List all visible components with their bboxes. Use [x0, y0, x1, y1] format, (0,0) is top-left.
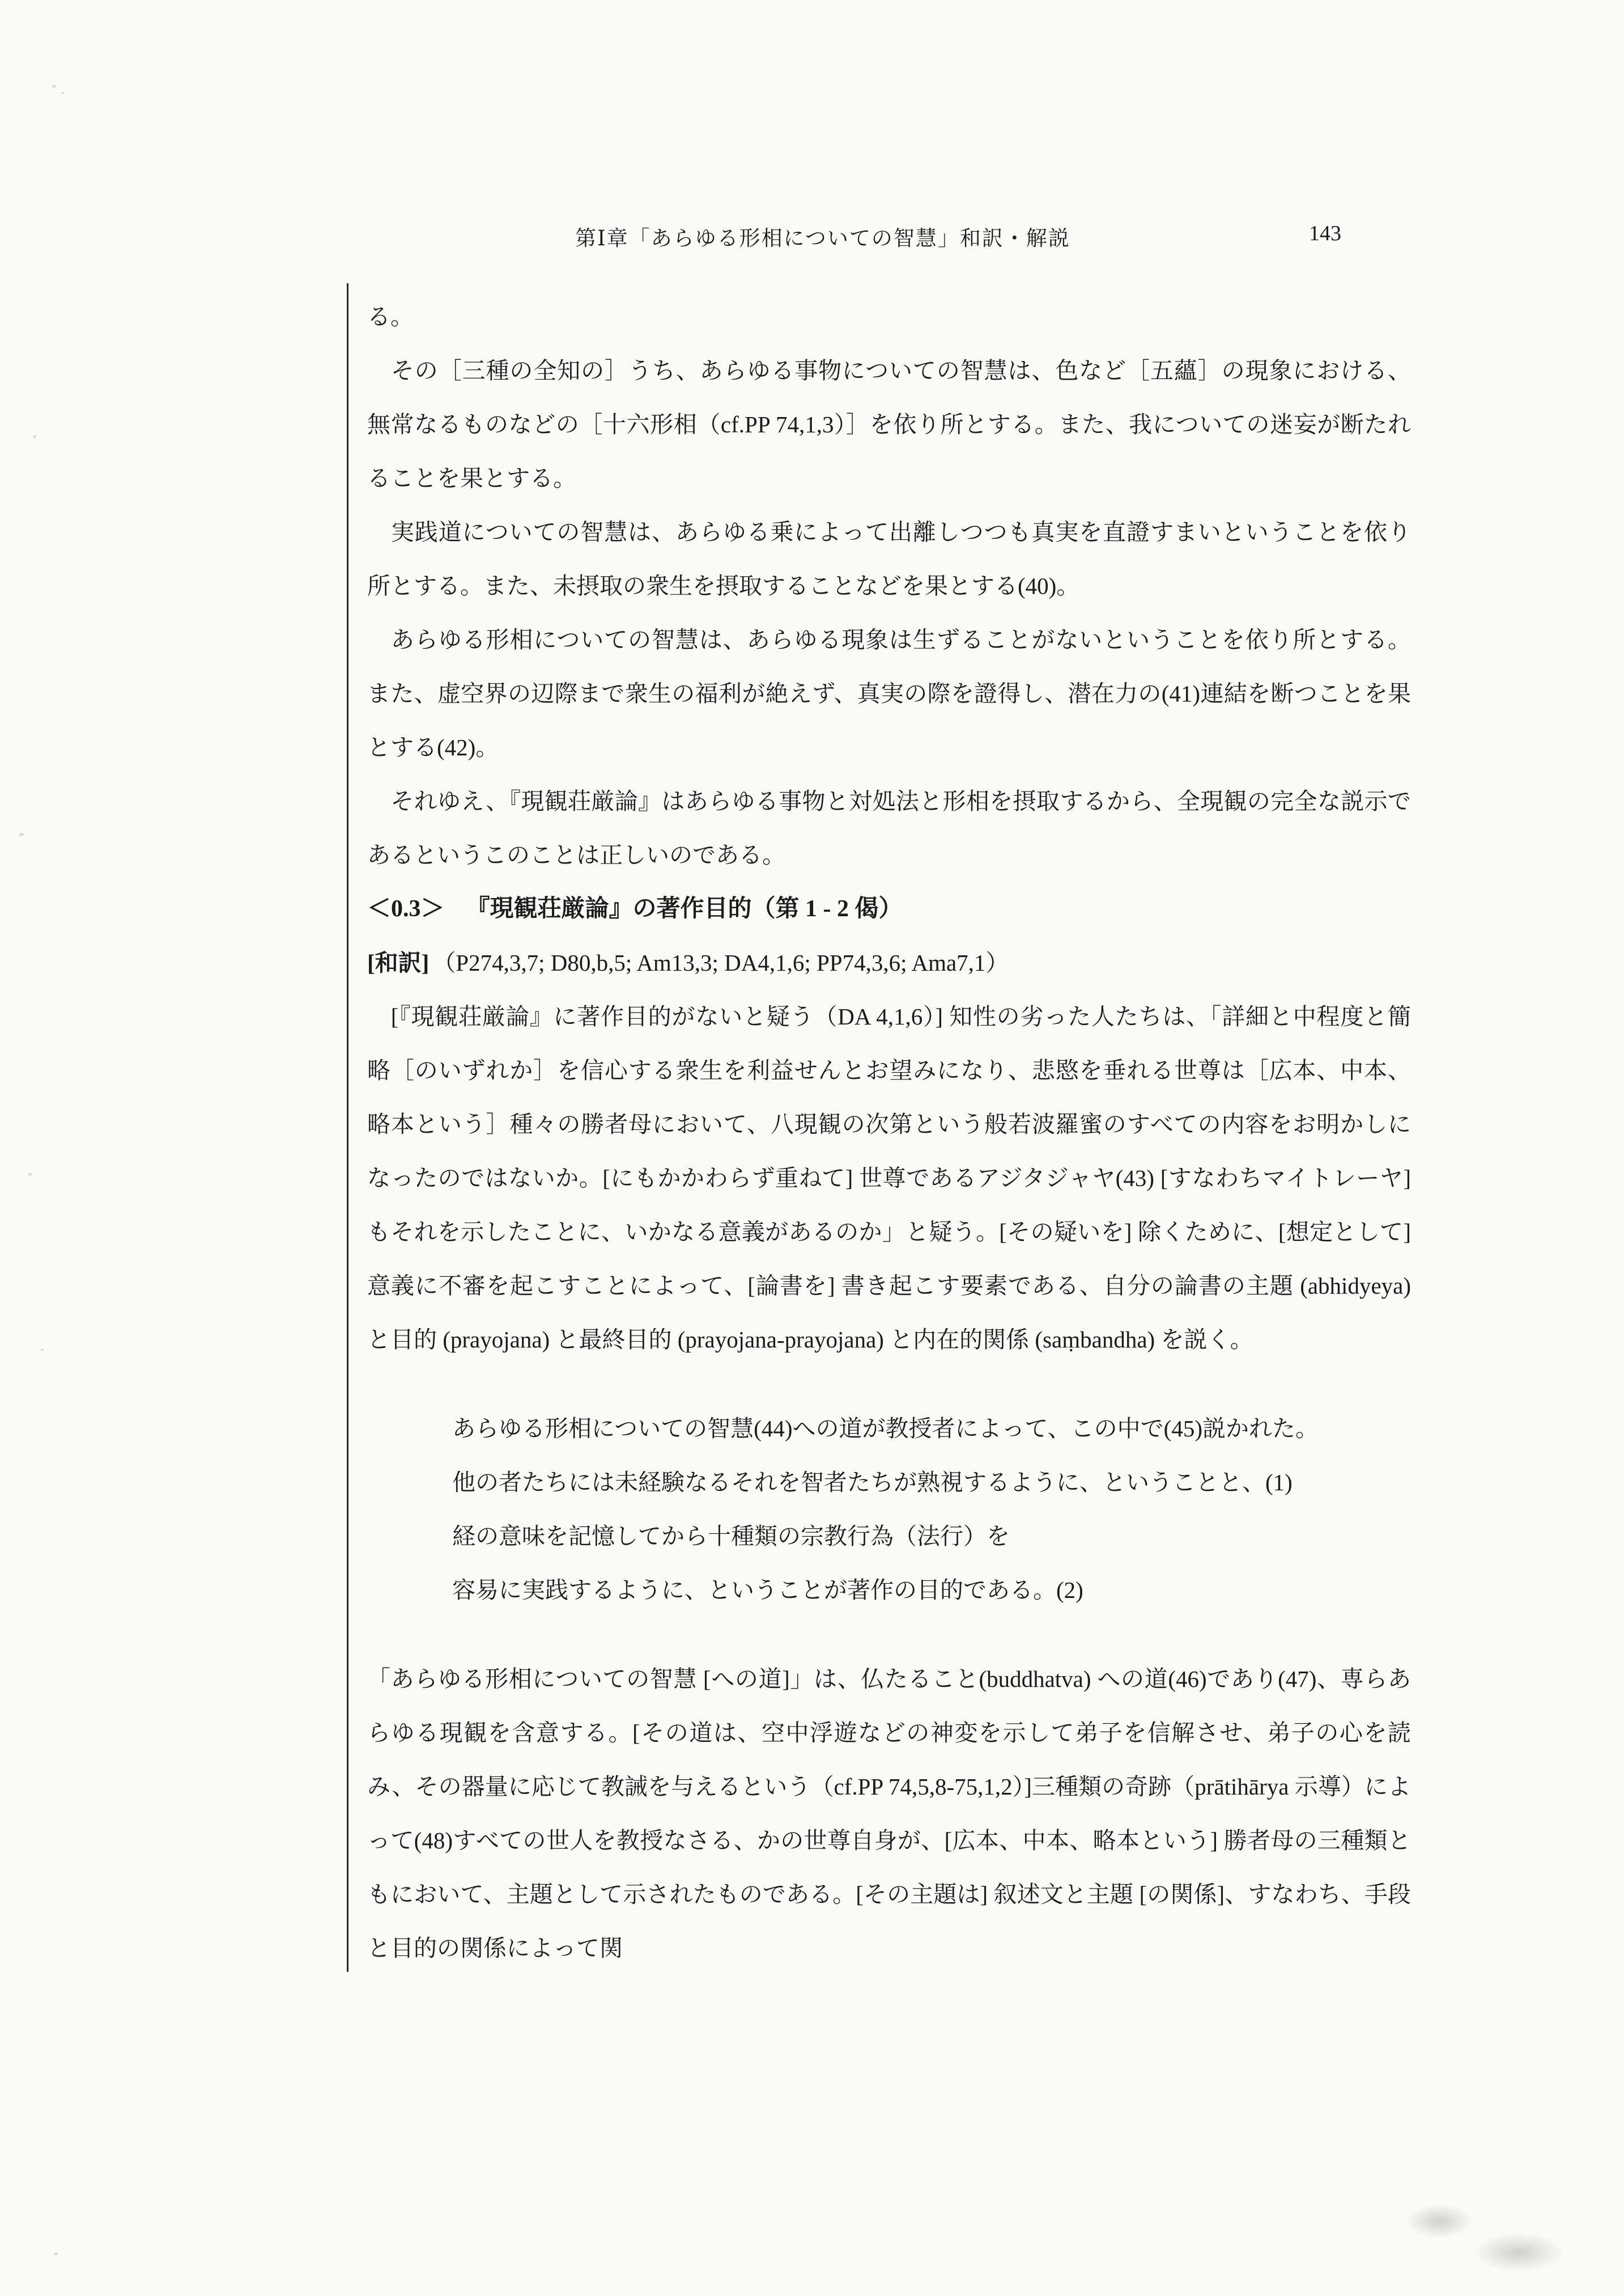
paragraph: あらゆる形相についての智慧は、あらゆる現象は生ずることがないということを依り所とする。また、虚空界の辺際まで衆生の福利が絶えず、真実の際を證得し、潜在力の(41)連結を断つことを果とする(42)。 — [367, 627, 1411, 760]
section-heading — [367, 882, 1411, 936]
page-header — [0, 221, 1624, 249]
page-number: 143 — [1309, 222, 1341, 245]
scan-artifact — [52, 85, 56, 88]
scan-artifact — [33, 435, 36, 438]
section-number: ＜0.3＞ — [367, 896, 445, 922]
body-text — [367, 290, 1411, 1975]
scan-artifact — [19, 833, 24, 836]
translation-references: （P274,3,7; D80,b,5; Am13,3; DA4,1,6; PP74,3,6; Ama7,1） — [432, 950, 1009, 976]
verse-line: 経の意味を記憶してから十種類の宗教行為（法行）を — [452, 1523, 1010, 1549]
verse-block — [452, 1402, 1411, 1617]
paragraph: その［三種の全知の］うち、あらゆる事物についての智慧は、色など［五蘊］の現象における、無常なるものなどの［十六形相（cf.PP 74,1,3）］を依り所とする。また、我についての迷妄が断たれることを果とする。 — [367, 358, 1411, 491]
translation-label: [和訳] — [367, 950, 430, 976]
scan-artifact — [1473, 2233, 1564, 2272]
verse-line: 他の者たちには未経験なるそれを智者たちが熟視するように、ということと、(1) — [452, 1469, 1293, 1495]
verse-line: あらゆる形相についての智慧(44)への道が教授者によって、この中で(45)説かれた。 — [452, 1415, 1319, 1442]
scan-artifact — [1405, 2204, 1473, 2238]
scan-artifact — [41, 1349, 44, 1351]
paragraph: る。 — [367, 304, 414, 330]
translation-source-line — [367, 936, 1411, 990]
scan-artifact — [54, 2252, 58, 2255]
scan-artifact — [61, 92, 64, 94]
verse-line: 容易に実践するように、ということが著作の目的である。(2) — [452, 1577, 1083, 1603]
paragraph: 「あらゆる形相についての智慧 [への道]」は、仏たること(buddhatva) への道(46)であり(47)、専らあらゆる現観を含意する。[その道は、空中浮遊などの神変を示して弟子を信解させ、弟子の心を読み、その器量に応じて教誡を与えるという（cf.PP 74,5,8-75,1,2）]三種類の奇跡（prātihārya 示導）によって(48)すべての世人を教授なさる、かの世尊自身が、[広本、中本、略本という] 勝者母の三種類ともにおいて、主題として示されたものである。[その主題は] 叙述文と主題 [の関係]、すなわち、手段と目的の関係によって関 — [367, 1666, 1411, 1961]
paragraph: [『現観荘厳論』に著作目的がないと疑う（DA 4,1,6）] 知性の劣った人たちは、「詳細と中程度と簡略［のいずれか］を信心する衆生を利益せんとお望みになり、悲愍を垂れる世尊は［広本、中本、略本という］種々の勝者母において、八現観の次第という般若波羅蜜のすべての内容をお明かしになったのではないか。[にもかかわらず重ねて] 世尊であるアジタジャヤ(43) [すなわちマイトレーヤ] もそれを示したことに、いかなる意義があるのか」と疑う。[その疑いを] 除くために、[想定として] 意義に不審を起こすことによって、[論書を] 書き起こす要素である、自分の論書の主題 (abhidyeya) と目的 (prayojana) と最終目的 (prayojana-prayojana) と内在的関係 (saṃbandha) を説く。 — [367, 1004, 1411, 1353]
section-title: 『現観荘厳論』の著作目的（第 1 - 2 偈） — [466, 896, 903, 922]
paragraph: それゆえ、『現観荘厳論』はあらゆる事物と対処法と形相を摂取するから、全現観の完全な説示であるというこのことは正しいのである。 — [367, 788, 1411, 868]
text-block-left-rule — [347, 283, 348, 1972]
paragraph: 実践道についての智慧は、あらゆる乗によって出離しつつも真実を直證すまいということを依り所とする。また、未摂取の衆生を摂取することなどを果とする(40)。 — [367, 519, 1411, 599]
chapter-title: 第Ⅰ章「あらゆる形相についての智慧」和訳・解説 — [575, 227, 1070, 250]
scan-artifact — [28, 1173, 32, 1176]
